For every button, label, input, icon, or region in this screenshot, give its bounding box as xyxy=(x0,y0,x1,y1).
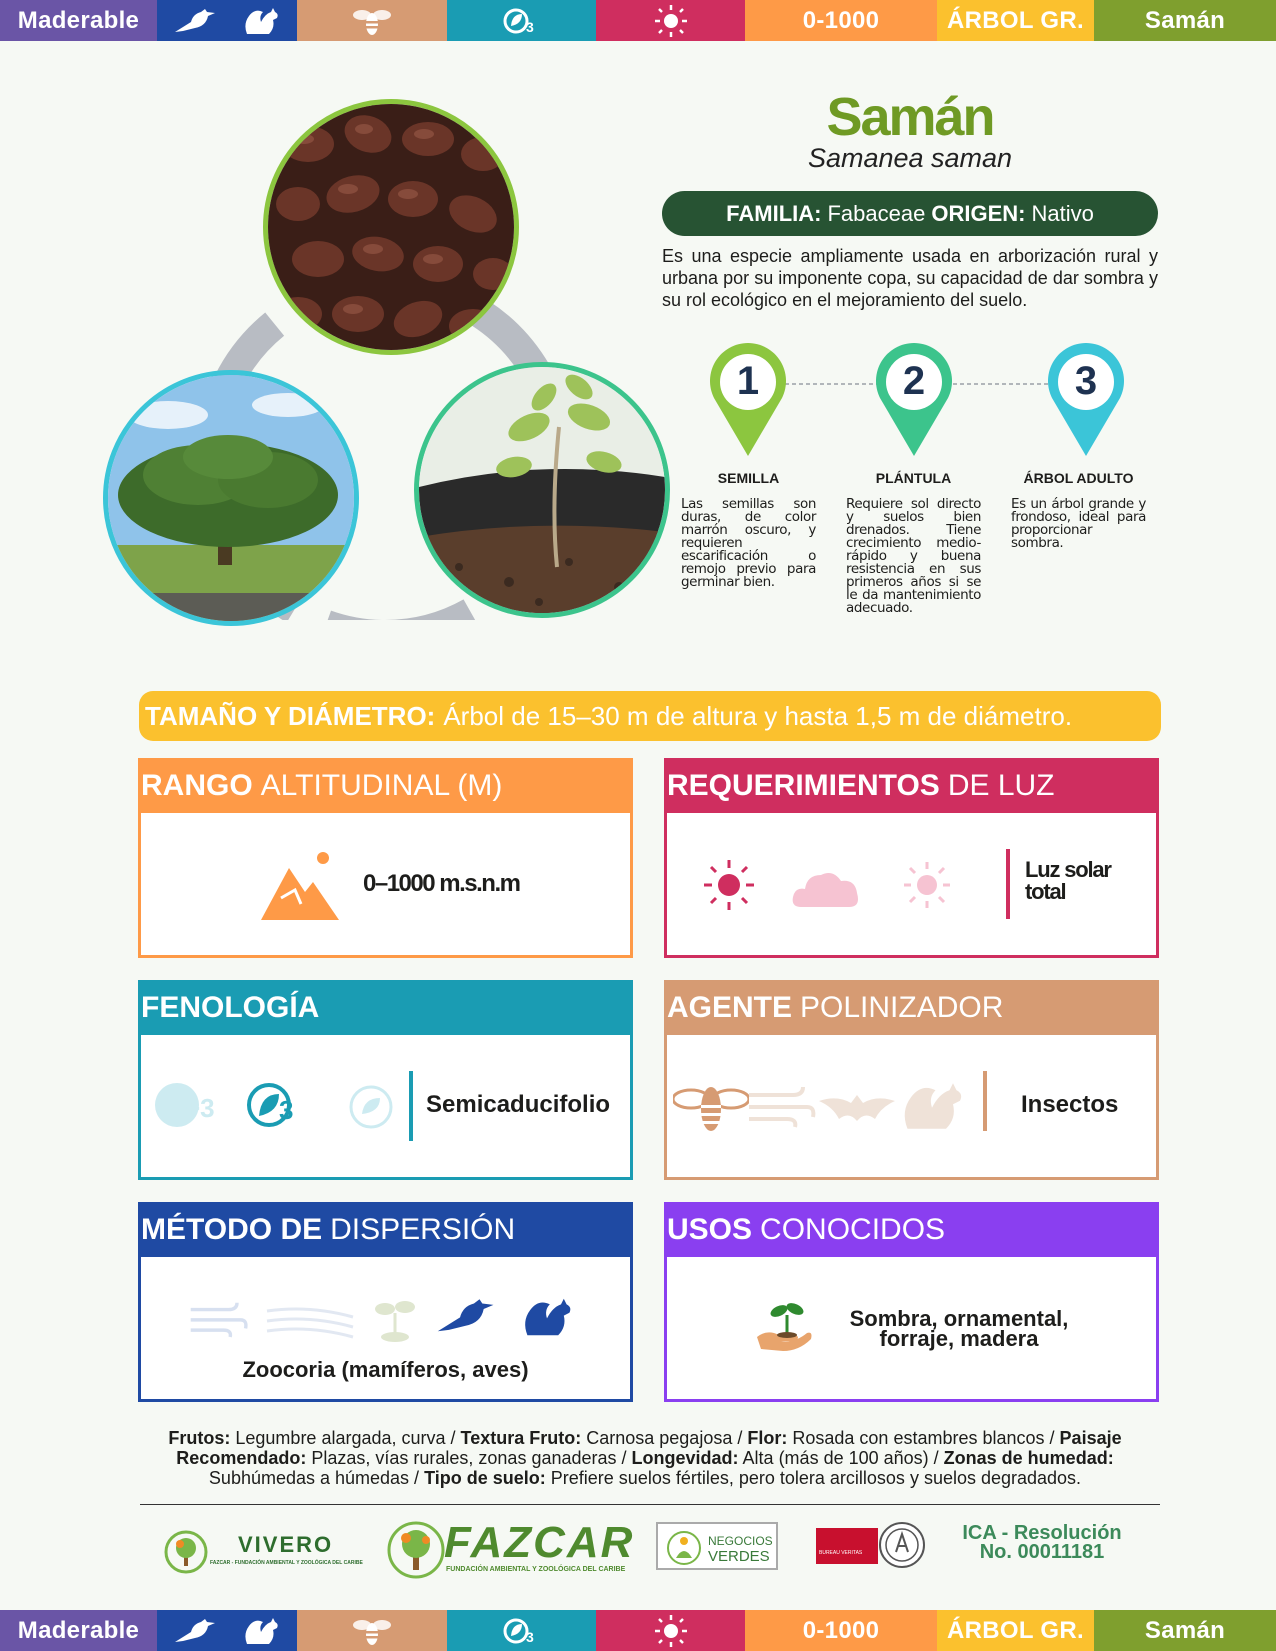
sun-icon xyxy=(652,2,690,40)
hand-plant-icon xyxy=(755,1297,815,1353)
divider xyxy=(1006,849,1010,919)
squirrel-icon xyxy=(897,1075,967,1137)
box-header: AGENTE POLINIZADOR xyxy=(664,980,1159,1035)
wind-icon xyxy=(747,1081,817,1131)
species-details-text: Frutos: Legumbre alargada, curva / Textura Fruto: Carnosa pegajosa / Flor: Rosada con estambres blancos / Paisaje Recomendado: Plazas, vías rurales, zonas ganaderas / Longevidad: Alta (más de 100 años) / Zonas de humedad: Subhúmedas a húmedas / Tipo de suelo: Prefiere suelos fértiles, pero tolera arcillosos y suelos degradados. xyxy=(168,1428,1122,1488)
light-value: Luz solar total xyxy=(1025,857,1111,904)
adult-tree-photo xyxy=(103,370,359,626)
cloud-icon xyxy=(791,863,861,911)
bee-icon xyxy=(352,1614,392,1648)
family-label: FAMILIA: xyxy=(726,200,822,226)
stage-text: Es un árbol grande y frondoso, ideal para proporcionar sombra. xyxy=(1011,496,1146,551)
box-header: REQUERIMIENTOS DE LUZ xyxy=(664,758,1159,813)
bureau-veritas-logo: BUREAU VERITAS xyxy=(816,1520,926,1570)
species-common-name: Samán xyxy=(826,87,994,147)
full-sun-icon xyxy=(701,857,757,913)
origin-value: Nativo xyxy=(1031,200,1094,226)
stage-text: Requiere sol directo y suelos bien drenados. Tiene crecimiento medio-rápido y buena resistencia en sus primeros años si se le da mantenimiento adecuado. xyxy=(846,496,981,616)
squirrel-icon xyxy=(519,1293,575,1341)
box-header: MÉTODO DE DISPERSIÓN xyxy=(138,1202,633,1257)
leaf-3-icon xyxy=(502,6,542,36)
stage-title: SEMILLA xyxy=(717,470,780,486)
band-phenology xyxy=(447,0,596,41)
stage-1-number: 1 xyxy=(736,359,760,403)
stage-adult-tree xyxy=(1011,470,1146,550)
svg-text:3: 3 xyxy=(525,1628,534,1645)
stage-seedling xyxy=(846,470,981,615)
band-altitude: 0-1000 xyxy=(745,0,937,41)
logos-row xyxy=(140,1512,1160,1602)
svg-text:3: 3 xyxy=(525,18,534,35)
phenology-box xyxy=(138,980,633,1180)
bee-icon xyxy=(673,1075,749,1135)
band-light xyxy=(596,1610,745,1651)
band-name: Samán xyxy=(1094,0,1276,41)
mountain-icon xyxy=(261,848,341,920)
species-scientific-name: Samanea saman xyxy=(807,143,1013,173)
fazcar-tree-icon xyxy=(386,1520,446,1580)
bat-icon xyxy=(817,1085,897,1125)
stage-3-number: 3 xyxy=(1074,359,1098,403)
squirrel-icon xyxy=(241,1614,281,1648)
band-light xyxy=(596,0,745,41)
light-box xyxy=(664,758,1159,958)
pollinator-box xyxy=(664,980,1159,1180)
band-fauna xyxy=(157,0,297,41)
sun-icon xyxy=(652,1612,690,1650)
altitude-value: 0–1000 m.s.n.m xyxy=(363,870,520,897)
band-pollinator xyxy=(297,0,447,41)
divider xyxy=(983,1071,987,1131)
family-value: Fabaceae xyxy=(827,200,926,226)
bottom-color-band xyxy=(0,1610,1276,1651)
evergreen-icon xyxy=(346,1082,396,1132)
bird-icon xyxy=(173,1616,219,1646)
divider xyxy=(409,1071,413,1141)
band-category: Maderable xyxy=(0,0,157,41)
band-phenology xyxy=(447,1610,596,1651)
box-header: USOS CONOCIDOS xyxy=(664,1202,1159,1257)
svg-text:3: 3 xyxy=(279,1095,294,1125)
band-category: Maderable xyxy=(0,1610,157,1651)
divider xyxy=(140,1504,1160,1505)
band-size: ÁRBOL GR. xyxy=(937,0,1094,41)
partial-sun-icon xyxy=(901,859,953,911)
band-pollinator xyxy=(297,1610,447,1651)
bird-icon xyxy=(435,1293,499,1339)
wind-icon xyxy=(189,1297,249,1341)
squirrel-icon xyxy=(241,4,281,38)
deciduous-icon xyxy=(153,1080,223,1130)
band-altitude: 0-1000 xyxy=(745,1610,937,1651)
pollinator-value: Insectos xyxy=(1021,1091,1119,1118)
uses-box xyxy=(664,1202,1159,1402)
ica-resolution: ICA - Resolución No. 00011181 xyxy=(962,1522,1122,1563)
water-icon xyxy=(265,1303,355,1339)
semideciduous-icon xyxy=(245,1080,315,1130)
phenology-value: Semicaducifolio xyxy=(426,1091,611,1118)
tree-logo-icon xyxy=(164,1530,208,1574)
box-header: FENOLOGÍA xyxy=(138,980,633,1035)
dispersal-value: Zoocoria (mamíferos, aves) xyxy=(242,1357,529,1382)
svg-text:+3: +3 xyxy=(185,1093,215,1123)
bird-icon xyxy=(173,6,219,36)
leaf-3-icon xyxy=(502,1616,542,1646)
stage-text: Las semillas son duras, de color marrón oscuro, y requieren escarificación o remojo previo para germinar bien. xyxy=(681,496,816,590)
seeds-photo xyxy=(263,99,519,355)
species-description: Es una especie ampliamente usada en arborización rural y urbana por su imponente copa, su capacidad de dar sombra y su rol ecológico en el mejoramiento del suelo. xyxy=(662,246,1158,310)
band-fauna xyxy=(157,1610,297,1651)
person-leaf-icon xyxy=(666,1530,702,1566)
fazcar-logo: FAZCAR FUNDACIÓN AMBIENTAL Y ZOOLÓGICA DEL CARIBE xyxy=(386,1518,626,1582)
band-size: ÁRBOL GR. xyxy=(937,1610,1094,1651)
bee-icon xyxy=(352,4,392,38)
size-text: Árbol de 15–30 m de altura y hasta 1,5 m de diámetro. xyxy=(443,700,1073,731)
stage-title: PLÁNTULA xyxy=(875,470,952,486)
altitude-box xyxy=(138,758,633,958)
band-name: Samán xyxy=(1094,1610,1276,1651)
size-label: TAMAÑO Y DIÁMETRO: xyxy=(145,700,436,731)
bv-seal-icon xyxy=(878,1520,926,1570)
negocios-verdes-logo: NEGOCIOS VERDES xyxy=(656,1522,778,1570)
stage-seed xyxy=(681,470,816,589)
family-origin-pill xyxy=(662,191,1158,236)
sprout-icon xyxy=(373,1293,417,1343)
stage-2-number: 2 xyxy=(902,359,926,403)
stage-title: ÁRBOL ADULTO xyxy=(1023,470,1134,486)
seedling-photo xyxy=(414,362,670,618)
box-header: RANGO ALTITUDINAL (M) xyxy=(138,758,633,813)
vivero-logo: VIVERO FAZCAR - FUNDACIÓN AMBIENTAL Y ZOOLÓGICA DEL CARIBE xyxy=(164,1526,344,1576)
top-color-band xyxy=(0,0,1276,41)
size-diameter-bar xyxy=(139,691,1161,741)
uses-value: Sombra, ornamental, forraje, madera xyxy=(849,1306,1069,1351)
origin-label: ORIGEN: xyxy=(931,200,1026,226)
dispersal-box xyxy=(138,1202,633,1402)
